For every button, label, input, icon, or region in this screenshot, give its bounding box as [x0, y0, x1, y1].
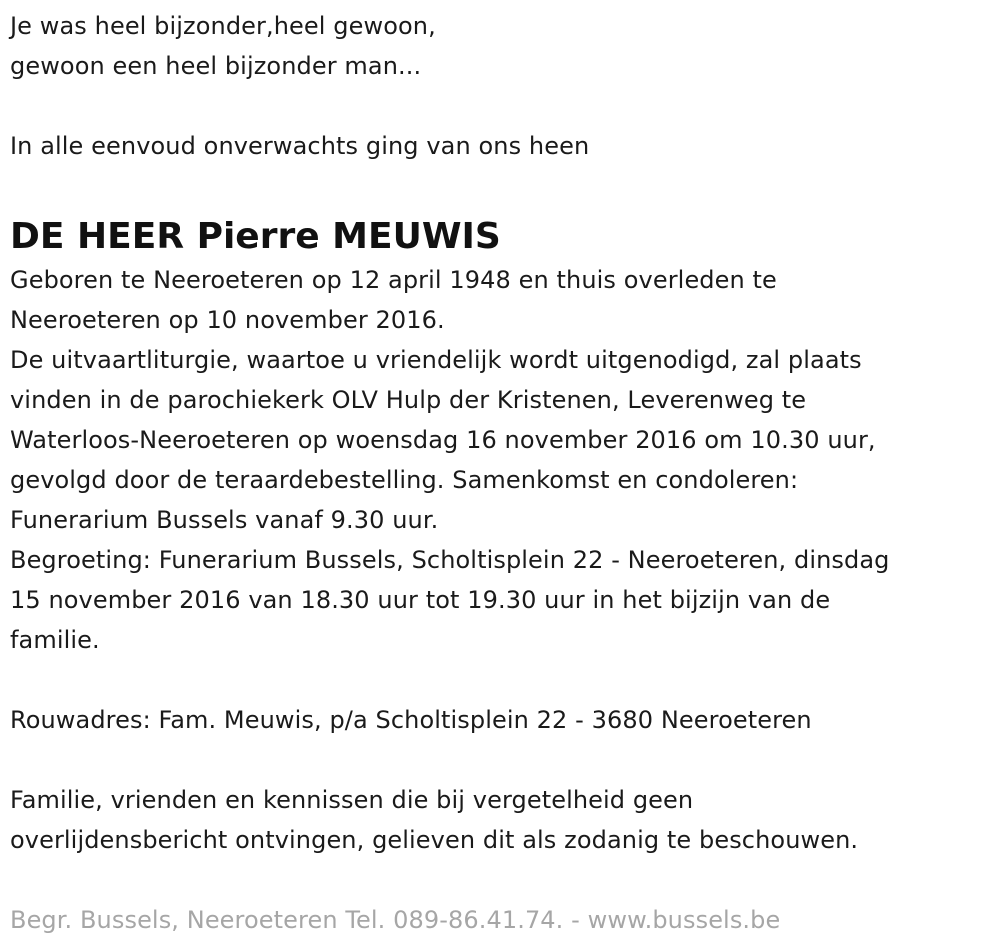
detail-line: familie.	[10, 626, 100, 654]
spacer	[10, 86, 985, 126]
spacer	[10, 740, 985, 780]
intro-line: gewoon een heel bijzonder man...	[10, 52, 422, 80]
spacer	[10, 660, 985, 700]
spacer	[10, 166, 985, 206]
detail-line: Neeroeteren op 10 november 2016.	[10, 306, 445, 334]
detail-line: Geboren te Neeroeteren op 12 april 1948 en thuis overleden te	[10, 266, 777, 294]
spacer	[10, 860, 985, 900]
deceased-name: DE HEER Pierre MEUWIS	[10, 216, 501, 257]
funeral-home-footer: Begr. Bussels, Neeroeteren Tel. 089-86.41.74. - www.bussels.be	[10, 906, 781, 934]
obituary-details	[10, 260, 985, 660]
mourning-address: Rouwadres: Fam. Meuwis, p/a Scholtisplein 22 - 3680 Neeroeteren	[10, 706, 812, 734]
detail-line: Funerarium Bussels vanaf 9.30 uur.	[10, 506, 439, 534]
detail-line: Begroeting: Funerarium Bussels, Scholtisplein 22 - Neeroeteren, dinsdag	[10, 546, 890, 574]
announcement-text: In alle eenvoud onverwachts ging van ons heen	[10, 132, 590, 160]
detail-line: gevolgd door de teraardebestelling. Samenkomst en condoleren:	[10, 466, 799, 494]
detail-line: vinden in de parochiekerk OLV Hulp der Kristenen, Leverenweg te	[10, 386, 807, 414]
detail-line: De uitvaartliturgie, waartoe u vriendelijk wordt uitgenodigd, zal plaats	[10, 346, 862, 374]
obituary-notice	[10, 6, 985, 940]
closing-line: overlijdensbericht ontvingen, gelieven dit als zodanig te beschouwen.	[10, 826, 859, 854]
detail-line: Waterloos-Neeroeteren op woensdag 16 november 2016 om 10.30 uur,	[10, 426, 876, 454]
detail-line: 15 november 2016 van 18.30 uur tot 19.30 uur in het bijzijn van de	[10, 586, 831, 614]
intro-line: Je was heel bijzonder,heel gewoon,	[10, 12, 436, 40]
closing-line: Familie, vrienden en kennissen die bij vergetelheid geen	[10, 786, 694, 814]
